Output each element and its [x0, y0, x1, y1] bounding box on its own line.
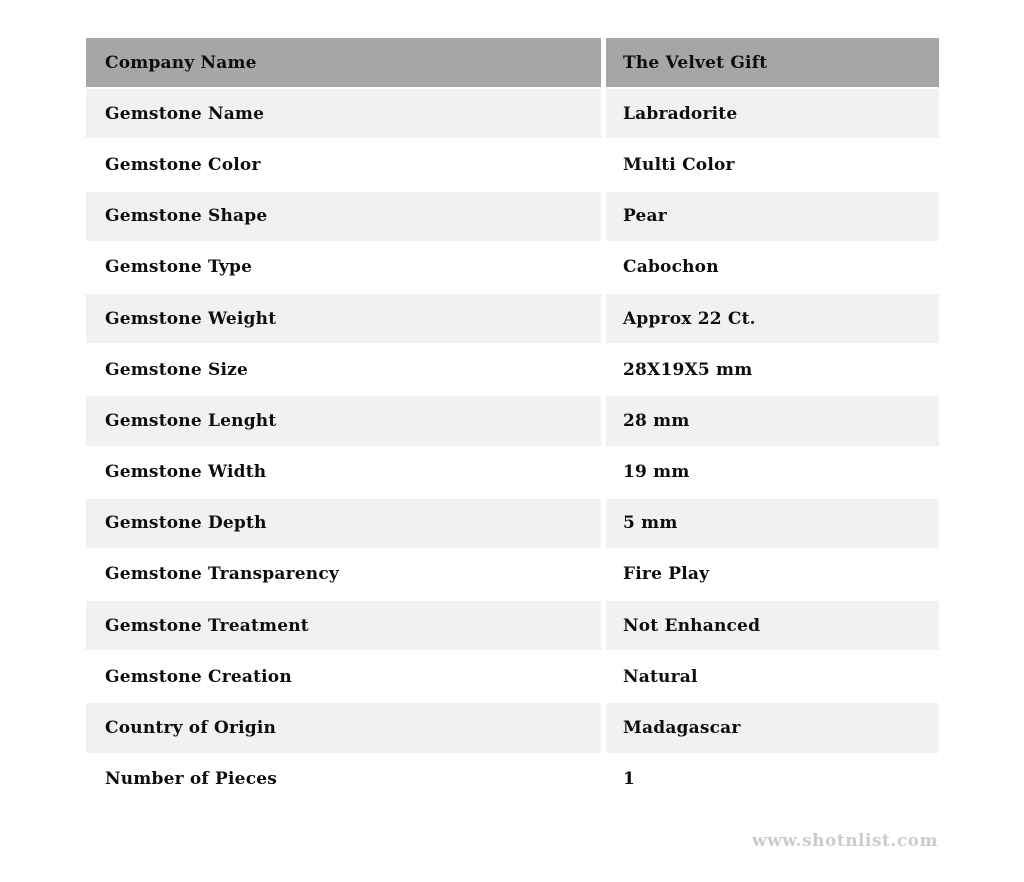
table-row: [86, 601, 939, 650]
table-row: [86, 243, 939, 292]
spec-value: Labradorite: [606, 89, 939, 138]
table-row: [86, 89, 939, 138]
gemstone-spec-table: [86, 38, 939, 806]
spec-value: Pear: [606, 192, 939, 241]
spec-value: 28 mm: [606, 396, 939, 445]
spec-value: Natural: [606, 652, 939, 701]
spec-label: Gemstone Creation: [86, 652, 601, 701]
spec-label: Gemstone Treatment: [86, 601, 601, 650]
table-row: [86, 345, 939, 394]
spec-value: 28X19X5 mm: [606, 345, 939, 394]
spec-label: Gemstone Width: [86, 448, 601, 497]
spec-label: Gemstone Depth: [86, 499, 601, 548]
table-row: [86, 703, 939, 752]
spec-value: Approx 22 Ct.: [606, 294, 939, 343]
spec-label: Gemstone Transparency: [86, 550, 601, 599]
header-value: The Velvet Gift: [606, 38, 939, 87]
table-row: [86, 550, 939, 599]
table-row: [86, 396, 939, 445]
spec-label: Number of Pieces: [86, 755, 601, 804]
spec-value: Fire Play: [606, 550, 939, 599]
spec-label: Gemstone Lenght: [86, 396, 601, 445]
spec-label: Country of Origin: [86, 703, 601, 752]
spec-value: Madagascar: [606, 703, 939, 752]
spec-value: 5 mm: [606, 499, 939, 548]
table-row: [86, 448, 939, 497]
spec-value: Not Enhanced: [606, 601, 939, 650]
table-header-row: [86, 38, 939, 87]
header-label: Company Name: [86, 38, 601, 87]
table-row: [86, 294, 939, 343]
spec-label: Gemstone Name: [86, 89, 601, 138]
spec-value: Multi Color: [606, 140, 939, 189]
spec-label: Gemstone Size: [86, 345, 601, 394]
spec-label: Gemstone Shape: [86, 192, 601, 241]
table-row: [86, 192, 939, 241]
spec-value: 1: [606, 755, 939, 804]
spec-value: 19 mm: [606, 448, 939, 497]
table-row: [86, 499, 939, 548]
spec-label: Gemstone Weight: [86, 294, 601, 343]
table-row: [86, 755, 939, 804]
table-row: [86, 652, 939, 701]
spec-label: Gemstone Color: [86, 140, 601, 189]
spec-label: Gemstone Type: [86, 243, 601, 292]
site-watermark: www.shotnlist.com: [751, 831, 938, 851]
spec-value: Cabochon: [606, 243, 939, 292]
table-row: [86, 140, 939, 189]
